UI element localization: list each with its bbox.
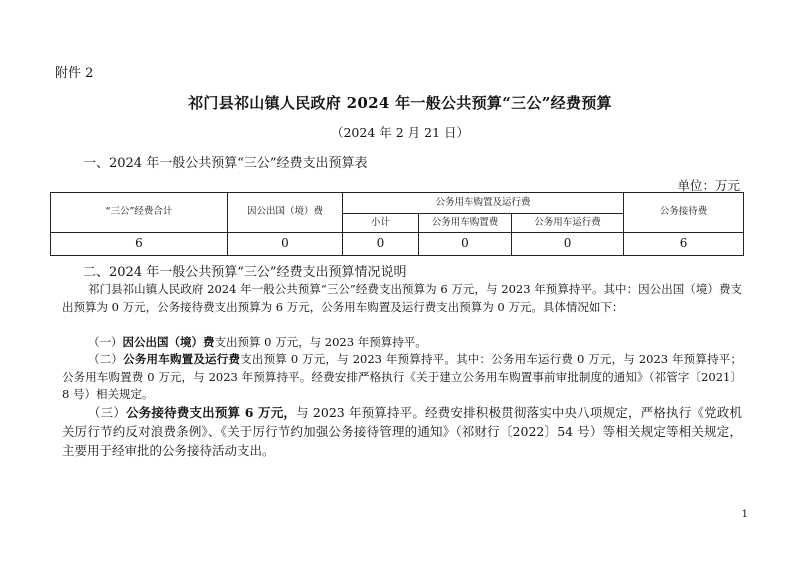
- paragraph-abroad-text: 支出预算 0 万元，与 2023 年预算持平。: [214, 335, 427, 349]
- paragraph-vehicle-bold: 公务用车购置及运行费: [123, 352, 241, 366]
- value-reception: 6: [624, 233, 744, 256]
- section2-heading: 二、2024 年一般公共预算“三公”经费支出预算情况说明: [83, 265, 407, 280]
- paragraph-abroad-prefix: （一）: [88, 335, 123, 349]
- paragraph-reception-bold: 公务接待费支出预算 6 万元，: [126, 405, 297, 420]
- paragraph-reception-prefix: （三）: [88, 405, 127, 420]
- table-header-row: [51, 193, 744, 214]
- header-vehicle-group: 公务用车购置及运行费: [343, 193, 624, 214]
- page-number: 1: [741, 509, 748, 520]
- value-vehicle-purchase: 0: [419, 233, 512, 256]
- value-vehicle-operation: 0: [512, 233, 624, 256]
- header-abroad: 因公出国（境）费: [228, 193, 343, 233]
- value-total: 6: [51, 233, 228, 256]
- header-vehicle-purchase: 公务用车购置费: [419, 214, 512, 233]
- paragraph-reception: [62, 403, 742, 460]
- budget-table: [50, 192, 744, 256]
- document-date: （2024 年 2 月 21 日）: [330, 125, 470, 140]
- header-total: “三公”经费合计: [51, 193, 228, 233]
- paragraph-vehicle-prefix: （二）: [88, 352, 124, 366]
- value-abroad: 0: [228, 233, 343, 256]
- value-subtotal: 0: [343, 233, 419, 256]
- document-title: 祁门县祁山镇人民政府 2024 年一般公共预算“三公”经费预算: [188, 94, 612, 112]
- header-reception: 公务接待费: [624, 193, 744, 233]
- paragraph-vehicle-text: 支出预算 0 万元，与 2023 年预算持平。其中：公务用车运行费 0 万元，与 2023 年预算持平；公务用车购置费 0 万元，与 2023 年预算持平。经费安排严格执行《关于建立公务用车购置事前审批制度的通知》（祁管字〔2021〕8 号）相关规定。: [62, 352, 743, 401]
- paragraph-reception-text: 与 2023 年预算持平。经费安排积极贯彻落实中央八项规定，严格执行《党政机关厉行节约反对浪费条例》、《关于厉行节约加强公务接待管理的通知》（祁财行〔2022〕54 号）等相关规定等相关规定，主要用于经审批的公务接待活动支出。: [62, 405, 742, 458]
- table-row: [51, 233, 744, 256]
- header-subtotal: 小计: [343, 214, 419, 233]
- paragraph-summary: 祁门县祁山镇人民政府 2024 年一般公共预算“三公”经费支出预算为 6 万元，与 2023 年预算持平。其中：因公出国（境）费支出预算为 0 万元，公务接待费支出预算为 6 万元，公务用车购置及运行费支出预算为 0 万元。具体情况如下：: [62, 282, 742, 314]
- paragraph-vehicle: [62, 351, 742, 404]
- header-vehicle-operation: 公务用车运行费: [512, 214, 624, 233]
- section1-heading: 一、2024 年一般公共预算“三公”经费支出预算表: [83, 156, 368, 171]
- paragraph-abroad-bold: 因公出国（境）费: [122, 335, 215, 349]
- paragraph-abroad: [62, 334, 742, 352]
- attachment-label: 附件 2: [55, 66, 94, 81]
- unit-label: 单位：万元: [677, 178, 740, 193]
